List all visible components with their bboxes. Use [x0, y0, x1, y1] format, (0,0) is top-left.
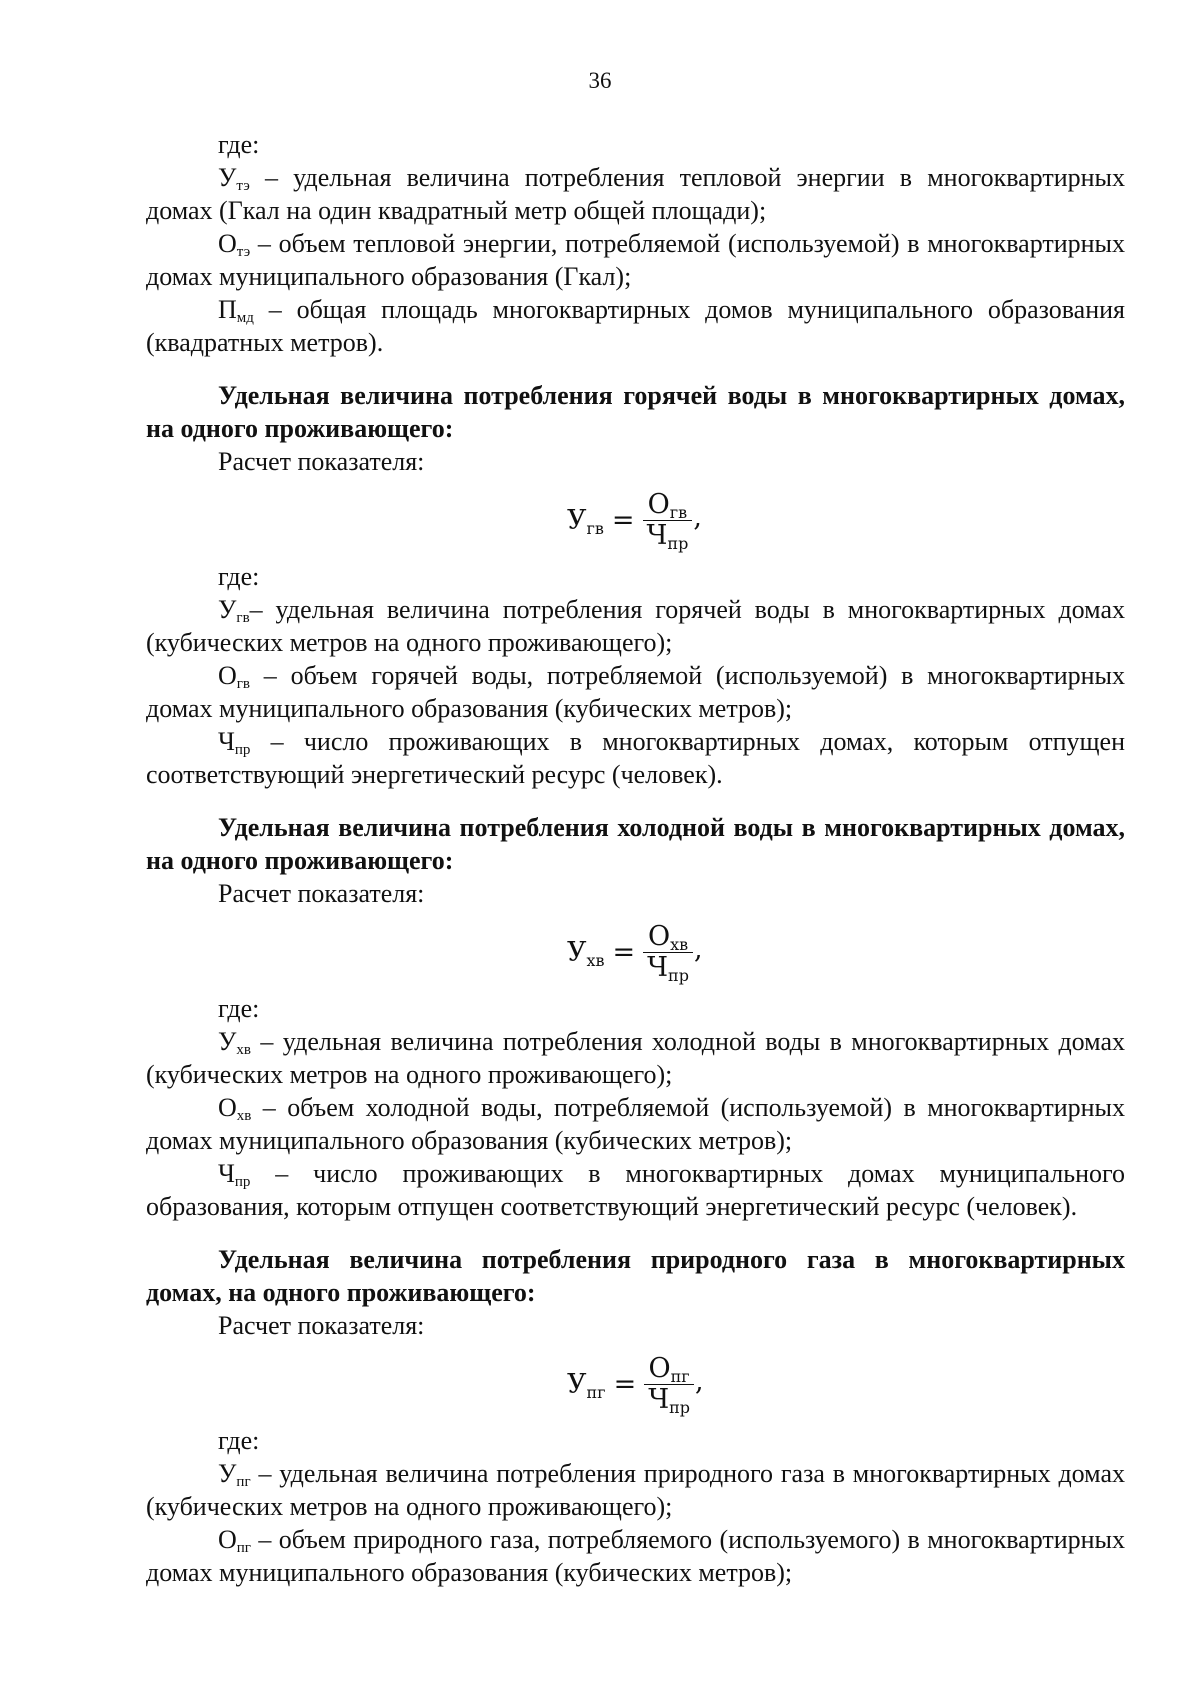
- formula-numerator: $О_{пг}$: [648, 1352, 690, 1386]
- definition: $У_{хв}$ – удельная величина потребления холодной воды в многоквартирных домах (кубических метров на одного проживающего);: [146, 1027, 1125, 1089]
- definition: $Ч_{пр}$ – число проживающих в многоквартирных домах, которым отпущен соответствующий энергетический ресурс (человек).: [146, 727, 1125, 789]
- formula-denominator: $Ч_{пр}$: [644, 1384, 694, 1415]
- calc-label: Расчет показателя:: [218, 1311, 425, 1340]
- formula-numerator: $О_{хв}$: [647, 920, 689, 954]
- section-heading: Удельная величина потребления природного газа в многоквартирных домах, на одного проживающего:: [146, 1245, 1125, 1307]
- formula-comma: ,: [693, 934, 703, 965]
- formula-fraction: [643, 922, 693, 983]
- formula-comma: ,: [694, 1366, 704, 1397]
- formula-equals: =: [611, 504, 635, 536]
- formula-denominator: $Ч_{пр}$: [643, 952, 693, 983]
- definition: $О_{хв}$ – объем холодной воды, потребляемой (используемой) в многоквартирных домах муниципального образования (кубических метров);: [146, 1093, 1125, 1155]
- formula: [146, 1342, 1125, 1424]
- definition: $У_{гв}-$ удельная величина потребления горячей воды в многоквартирных домах (кубических метров на одного проживающего);: [146, 595, 1125, 657]
- definition: $О_{тэ}$ – объем тепловой энергии, потребляемой (используемой) в многоквартирных домах муниципального образования (Гкал);: [146, 229, 1126, 291]
- formula-denominator: $Ч_{пр}$: [643, 520, 693, 551]
- where-label: где:: [218, 562, 260, 591]
- formula-numerator: $О_{гв}$: [647, 488, 688, 522]
- where-label: где:: [218, 994, 260, 1023]
- document-body: [146, 128, 1125, 1589]
- definition: $П_{мд}$ – общая площадь многоквартирных домов муниципального образования (квадратных метров).: [146, 295, 1125, 357]
- definition: $О_{гв}$ – объем горячей воды, потребляемой (используемой) в многоквартирных домах муниципального образования (кубических метров);: [146, 661, 1125, 723]
- where-label: где:: [218, 130, 260, 159]
- definition: $Ч_{пр}$ – число проживающих в многоквартирных домах муниципального образования, которым отпущен соответствующий энергетический ресурс (человек).: [146, 1159, 1125, 1221]
- formula-fraction: [644, 1354, 694, 1415]
- formula-fraction: [643, 490, 693, 551]
- formula-equals: =: [612, 936, 636, 968]
- definition: $О_{пг}$ – объем природного газа, потребляемого (используемого) в многоквартирных домах муниципального образования (кубических метров);: [146, 1525, 1126, 1587]
- formula: [146, 910, 1125, 992]
- definition: $У_{тэ}$ – удельная величина потребления тепловой энергии в многоквартирных домах (Гкал на один квадратный метр общей площади);: [146, 163, 1126, 225]
- calc-label: Расчет показателя:: [218, 447, 425, 476]
- formula: [146, 478, 1125, 560]
- formula-comma: ,: [693, 502, 702, 533]
- section-heading: Удельная величина потребления холодной воды в многоквартирных домах, на одного проживающего:: [146, 813, 1125, 875]
- formula-equals: =: [613, 1368, 637, 1400]
- formula-lhs: $У_{пг}$: [567, 1368, 606, 1402]
- calc-label: Расчет показателя:: [218, 879, 425, 908]
- page-number: 36: [588, 68, 612, 93]
- where-label: где:: [218, 1426, 260, 1455]
- definition: $У_{пг}$ – удельная величина потребления природного газа в многоквартирных домах (кубических метров на одного проживающего);: [146, 1459, 1125, 1521]
- formula-lhs: $У_{хв}$: [567, 936, 605, 970]
- formula-lhs: $У_{гв}$: [567, 504, 604, 538]
- section-heading: Удельная величина потребления горячей воды в многоквартирных домах, на одного проживающего:: [146, 381, 1125, 443]
